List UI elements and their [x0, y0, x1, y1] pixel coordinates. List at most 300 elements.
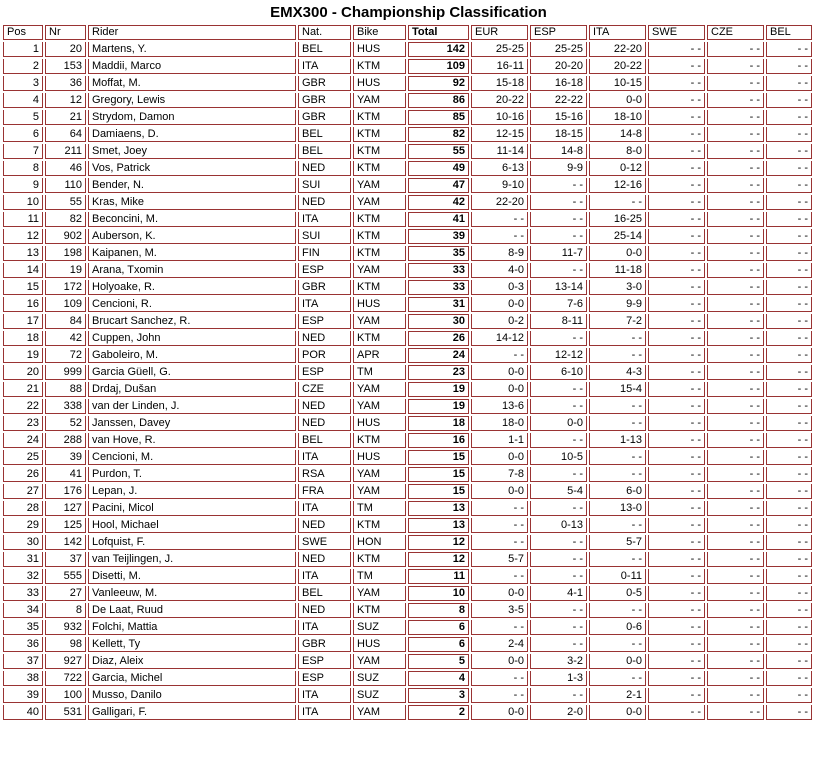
cell-esp: 2-0 [530, 705, 587, 720]
cell-swe: - - [648, 212, 705, 227]
cell-bel: - - [766, 127, 812, 142]
cell-bel: - - [766, 297, 812, 312]
cell-nat: BEL [298, 586, 351, 601]
cell-nat: BEL [298, 42, 351, 57]
cell-rider: Cencioni, M. [88, 450, 296, 465]
cell-esp: 8-11 [530, 314, 587, 329]
cell-bike: YAM [353, 314, 406, 329]
cell-eur: 0-0 [471, 705, 528, 720]
cell-cze: - - [707, 518, 764, 533]
cell-pos: 37 [3, 654, 43, 669]
cell-bel: - - [766, 705, 812, 720]
cell-nr: 999 [45, 365, 86, 380]
cell-bike: YAM [353, 195, 406, 210]
cell-rider: Vos, Patrick [88, 161, 296, 176]
cell-bike: KTM [353, 552, 406, 567]
cell-bel: - - [766, 42, 812, 57]
cell-esp: 0-0 [530, 416, 587, 431]
cell-esp: 10-5 [530, 450, 587, 465]
cell-bel: - - [766, 229, 812, 244]
cell-pos: 34 [3, 603, 43, 618]
cell-pos: 12 [3, 229, 43, 244]
cell-pos: 28 [3, 501, 43, 516]
cell-esp: - - [530, 263, 587, 278]
cell-rider: Martens, Y. [88, 42, 296, 57]
cell-nr: 27 [45, 586, 86, 601]
cell-eur: 15-18 [471, 76, 528, 91]
table-row [3, 586, 812, 601]
cell-rider: Pacini, Micol [88, 501, 296, 516]
cell-esp: - - [530, 331, 587, 346]
cell-nat: GBR [298, 93, 351, 108]
cell-total: 15 [408, 450, 469, 465]
cell-swe: - - [648, 620, 705, 635]
cell-nr: 555 [45, 569, 86, 584]
cell-nr: 52 [45, 416, 86, 431]
cell-total: 42 [408, 195, 469, 210]
cell-pos: 15 [3, 280, 43, 295]
cell-total: 8 [408, 603, 469, 618]
cell-nat: NED [298, 331, 351, 346]
cell-pos: 5 [3, 110, 43, 125]
cell-pos: 26 [3, 467, 43, 482]
cell-rider: Disetti, M. [88, 569, 296, 584]
cell-ita: - - [589, 671, 646, 686]
cell-cze: - - [707, 297, 764, 312]
cell-bel: - - [766, 331, 812, 346]
cell-ita: 3-0 [589, 280, 646, 295]
cell-nat: ITA [298, 569, 351, 584]
cell-rider: Cuppen, John [88, 331, 296, 346]
cell-pos: 14 [3, 263, 43, 278]
cell-eur: 0-0 [471, 654, 528, 669]
cell-eur: 7-8 [471, 467, 528, 482]
cell-nr: 39 [45, 450, 86, 465]
cell-swe: - - [648, 127, 705, 142]
cell-eur: 6-13 [471, 161, 528, 176]
cell-eur: 16-11 [471, 59, 528, 74]
cell-total: 39 [408, 229, 469, 244]
cell-nat: BEL [298, 144, 351, 159]
cell-swe: - - [648, 484, 705, 499]
cell-nat: ESP [298, 263, 351, 278]
cell-bike: KTM [353, 518, 406, 533]
cell-nat: NED [298, 603, 351, 618]
cell-bike: YAM [353, 705, 406, 720]
cell-nr: 109 [45, 297, 86, 312]
cell-total: 23 [408, 365, 469, 380]
cell-ita: 0-5 [589, 586, 646, 601]
cell-swe: - - [648, 331, 705, 346]
cell-swe: - - [648, 637, 705, 652]
cell-bike: YAM [353, 178, 406, 193]
cell-ita: - - [589, 195, 646, 210]
cell-total: 12 [408, 535, 469, 550]
cell-ita: 0-0 [589, 93, 646, 108]
cell-bel: - - [766, 212, 812, 227]
cell-pos: 24 [3, 433, 43, 448]
cell-bike: HUS [353, 76, 406, 91]
cell-bel: - - [766, 484, 812, 499]
cell-pos: 3 [3, 76, 43, 91]
cell-bel: - - [766, 586, 812, 601]
cell-eur: 0-0 [471, 450, 528, 465]
cell-nr: 41 [45, 467, 86, 482]
cell-cze: - - [707, 365, 764, 380]
cell-cze: - - [707, 688, 764, 703]
cell-esp: 7-6 [530, 297, 587, 312]
cell-swe: - - [648, 382, 705, 397]
cell-eur: 0-0 [471, 484, 528, 499]
cell-esp: - - [530, 637, 587, 652]
cell-total: 31 [408, 297, 469, 312]
cell-nat: BEL [298, 127, 351, 142]
cell-swe: - - [648, 59, 705, 74]
cell-bel: - - [766, 671, 812, 686]
cell-pos: 1 [3, 42, 43, 57]
cell-bike: KTM [353, 433, 406, 448]
cell-nr: 100 [45, 688, 86, 703]
cell-cze: - - [707, 348, 764, 363]
cell-ita: 4-3 [589, 365, 646, 380]
cell-eur: - - [471, 671, 528, 686]
cell-cze: - - [707, 501, 764, 516]
cell-nat: ITA [298, 620, 351, 635]
cell-esp: - - [530, 382, 587, 397]
cell-esp: - - [530, 195, 587, 210]
cell-eur: 0-0 [471, 297, 528, 312]
cell-pos: 9 [3, 178, 43, 193]
table-row [3, 620, 812, 635]
cell-nat: NED [298, 161, 351, 176]
cell-swe: - - [648, 569, 705, 584]
cell-esp: - - [530, 467, 587, 482]
cell-ita: 11-18 [589, 263, 646, 278]
cell-bike: HUS [353, 416, 406, 431]
cell-pos: 17 [3, 314, 43, 329]
table-row [3, 382, 812, 397]
cell-bike: HUS [353, 42, 406, 57]
cell-nr: 127 [45, 501, 86, 516]
table-row [3, 93, 812, 108]
cell-swe: - - [648, 450, 705, 465]
cell-ita: - - [589, 348, 646, 363]
cell-nr: 902 [45, 229, 86, 244]
cell-ita: 13-0 [589, 501, 646, 516]
cell-swe: - - [648, 263, 705, 278]
cell-rider: Brucart Sanchez, R. [88, 314, 296, 329]
cell-bike: TM [353, 365, 406, 380]
cell-ita: - - [589, 467, 646, 482]
table-row [3, 59, 812, 74]
cell-nat: FRA [298, 484, 351, 499]
cell-cze: - - [707, 637, 764, 652]
cell-cze: - - [707, 161, 764, 176]
cell-nat: GBR [298, 637, 351, 652]
cell-bike: SUZ [353, 620, 406, 635]
cell-ita: 12-16 [589, 178, 646, 193]
cell-eur: 20-22 [471, 93, 528, 108]
cell-cze: - - [707, 705, 764, 720]
cell-nat: GBR [298, 280, 351, 295]
cell-total: 19 [408, 399, 469, 414]
cell-total: 6 [408, 637, 469, 652]
cell-nr: 37 [45, 552, 86, 567]
cell-bel: - - [766, 161, 812, 176]
cell-swe: - - [648, 586, 705, 601]
cell-bel: - - [766, 348, 812, 363]
cell-eur: 22-20 [471, 195, 528, 210]
cell-esp: 18-15 [530, 127, 587, 142]
cell-esp: - - [530, 688, 587, 703]
cell-eur: 0-2 [471, 314, 528, 329]
cell-rider: Hool, Michael [88, 518, 296, 533]
cell-cze: - - [707, 552, 764, 567]
cell-pos: 19 [3, 348, 43, 363]
table-row [3, 535, 812, 550]
cell-swe: - - [648, 399, 705, 414]
cell-eur: - - [471, 348, 528, 363]
cell-eur: 0-0 [471, 586, 528, 601]
cell-nat: RSA [298, 467, 351, 482]
table-row [3, 314, 812, 329]
cell-esp: 13-14 [530, 280, 587, 295]
cell-bike: YAM [353, 382, 406, 397]
cell-ita: 0-0 [589, 246, 646, 261]
cell-eur: 10-16 [471, 110, 528, 125]
cell-bel: - - [766, 246, 812, 261]
table-row [3, 450, 812, 465]
cell-nr: 88 [45, 382, 86, 397]
cell-ita: 0-0 [589, 654, 646, 669]
cell-total: 18 [408, 416, 469, 431]
cell-esp: 6-10 [530, 365, 587, 380]
cell-total: 142 [408, 42, 469, 57]
cell-nr: 84 [45, 314, 86, 329]
cell-bike: KTM [353, 110, 406, 125]
cell-swe: - - [648, 42, 705, 57]
cell-total: 47 [408, 178, 469, 193]
cell-nat: NED [298, 518, 351, 533]
cell-total: 49 [408, 161, 469, 176]
cell-esp: 5-4 [530, 484, 587, 499]
cell-pos: 27 [3, 484, 43, 499]
cell-bel: - - [766, 365, 812, 380]
cell-ita: 10-15 [589, 76, 646, 91]
cell-rider: Holyoake, R. [88, 280, 296, 295]
cell-ita: 0-11 [589, 569, 646, 584]
table-row [3, 501, 812, 516]
cell-nat: ITA [298, 59, 351, 74]
column-header-nr: Nr [45, 25, 86, 40]
cell-eur: - - [471, 569, 528, 584]
cell-nr: 531 [45, 705, 86, 720]
cell-bike: APR [353, 348, 406, 363]
cell-nat: ESP [298, 365, 351, 380]
cell-cze: - - [707, 246, 764, 261]
cell-esp: 11-7 [530, 246, 587, 261]
cell-pos: 22 [3, 399, 43, 414]
cell-nat: NED [298, 552, 351, 567]
cell-bel: - - [766, 314, 812, 329]
cell-esp: 4-1 [530, 586, 587, 601]
table-row [3, 348, 812, 363]
cell-total: 30 [408, 314, 469, 329]
cell-rider: Lepan, J. [88, 484, 296, 499]
cell-swe: - - [648, 688, 705, 703]
cell-esp: - - [530, 212, 587, 227]
cell-nat: ITA [298, 688, 351, 703]
cell-rider: Galligari, F. [88, 705, 296, 720]
table-row [3, 127, 812, 142]
cell-bike: KTM [353, 59, 406, 74]
cell-eur: - - [471, 535, 528, 550]
table-row [3, 637, 812, 652]
cell-eur: 0-0 [471, 365, 528, 380]
cell-rider: Cencioni, R. [88, 297, 296, 312]
cell-rider: Vanleeuw, M. [88, 586, 296, 601]
cell-rider: Auberson, K. [88, 229, 296, 244]
cell-esp: 25-25 [530, 42, 587, 57]
cell-nat: ITA [298, 501, 351, 516]
cell-bel: - - [766, 467, 812, 482]
cell-bike: KTM [353, 246, 406, 261]
cell-bel: - - [766, 178, 812, 193]
cell-rider: Kaipanen, M. [88, 246, 296, 261]
cell-cze: - - [707, 76, 764, 91]
cell-total: 5 [408, 654, 469, 669]
cell-rider: Lofquist, F. [88, 535, 296, 550]
cell-total: 13 [408, 518, 469, 533]
cell-eur: 9-10 [471, 178, 528, 193]
cell-ita: - - [589, 416, 646, 431]
cell-nat: ITA [298, 450, 351, 465]
cell-rider: Purdon, T. [88, 467, 296, 482]
cell-rider: Musso, Danilo [88, 688, 296, 703]
cell-eur: 5-7 [471, 552, 528, 567]
cell-bike: HUS [353, 297, 406, 312]
cell-esp: 14-8 [530, 144, 587, 159]
column-header-nat: Nat. [298, 25, 351, 40]
cell-ita: 0-6 [589, 620, 646, 635]
cell-cze: - - [707, 671, 764, 686]
cell-nr: 12 [45, 93, 86, 108]
cell-nr: 20 [45, 42, 86, 57]
column-header-bel: BEL [766, 25, 812, 40]
cell-bel: - - [766, 93, 812, 108]
cell-esp: - - [530, 229, 587, 244]
cell-pos: 23 [3, 416, 43, 431]
cell-eur: 2-4 [471, 637, 528, 652]
cell-total: 55 [408, 144, 469, 159]
cell-eur: 12-15 [471, 127, 528, 142]
cell-nat: ITA [298, 212, 351, 227]
cell-swe: - - [648, 161, 705, 176]
cell-bel: - - [766, 195, 812, 210]
cell-rider: Strydom, Damon [88, 110, 296, 125]
cell-rider: Arana, Txomin [88, 263, 296, 278]
cell-ita: - - [589, 518, 646, 533]
table-row [3, 110, 812, 125]
column-header-total: Total [408, 25, 469, 40]
cell-rider: Garcia, Michel [88, 671, 296, 686]
cell-eur: 14-12 [471, 331, 528, 346]
table-row [3, 603, 812, 618]
table-row [3, 433, 812, 448]
cell-pos: 29 [3, 518, 43, 533]
cell-swe: - - [648, 93, 705, 108]
column-header-swe: SWE [648, 25, 705, 40]
cell-total: 12 [408, 552, 469, 567]
cell-cze: - - [707, 144, 764, 159]
cell-total: 85 [408, 110, 469, 125]
cell-nr: 288 [45, 433, 86, 448]
cell-bel: - - [766, 416, 812, 431]
cell-esp: 20-20 [530, 59, 587, 74]
cell-bel: - - [766, 144, 812, 159]
cell-cze: - - [707, 535, 764, 550]
cell-pos: 32 [3, 569, 43, 584]
table-row [3, 144, 812, 159]
cell-esp: - - [530, 620, 587, 635]
cell-rider: Garcia Güell, G. [88, 365, 296, 380]
cell-total: 10 [408, 586, 469, 601]
cell-bel: - - [766, 263, 812, 278]
cell-eur: - - [471, 229, 528, 244]
cell-esp: - - [530, 535, 587, 550]
cell-nr: 153 [45, 59, 86, 74]
cell-ita: 8-0 [589, 144, 646, 159]
cell-rider: Diaz, Aleix [88, 654, 296, 669]
cell-swe: - - [648, 433, 705, 448]
cell-total: 26 [408, 331, 469, 346]
table-row [3, 280, 812, 295]
cell-pos: 38 [3, 671, 43, 686]
cell-swe: - - [648, 229, 705, 244]
cell-rider: Folchi, Mattia [88, 620, 296, 635]
cell-bike: SUZ [353, 671, 406, 686]
cell-bike: YAM [353, 399, 406, 414]
cell-bike: KTM [353, 229, 406, 244]
cell-total: 24 [408, 348, 469, 363]
cell-ita: 1-13 [589, 433, 646, 448]
cell-rider: Gaboleiro, M. [88, 348, 296, 363]
cell-total: 82 [408, 127, 469, 142]
cell-cze: - - [707, 433, 764, 448]
cell-eur: 3-5 [471, 603, 528, 618]
cell-cze: - - [707, 467, 764, 482]
cell-bel: - - [766, 59, 812, 74]
table-header-row [3, 25, 812, 40]
cell-total: 33 [408, 280, 469, 295]
table-row [3, 178, 812, 193]
cell-nr: 338 [45, 399, 86, 414]
cell-cze: - - [707, 620, 764, 635]
cell-bel: - - [766, 688, 812, 703]
cell-nat: NED [298, 195, 351, 210]
cell-ita: - - [589, 552, 646, 567]
cell-total: 11 [408, 569, 469, 584]
table-row [3, 654, 812, 669]
cell-ita: 9-9 [589, 297, 646, 312]
cell-esp: - - [530, 569, 587, 584]
cell-swe: - - [648, 280, 705, 295]
cell-total: 19 [408, 382, 469, 397]
cell-esp: - - [530, 178, 587, 193]
cell-eur: 0-3 [471, 280, 528, 295]
cell-bel: - - [766, 450, 812, 465]
cell-swe: - - [648, 348, 705, 363]
